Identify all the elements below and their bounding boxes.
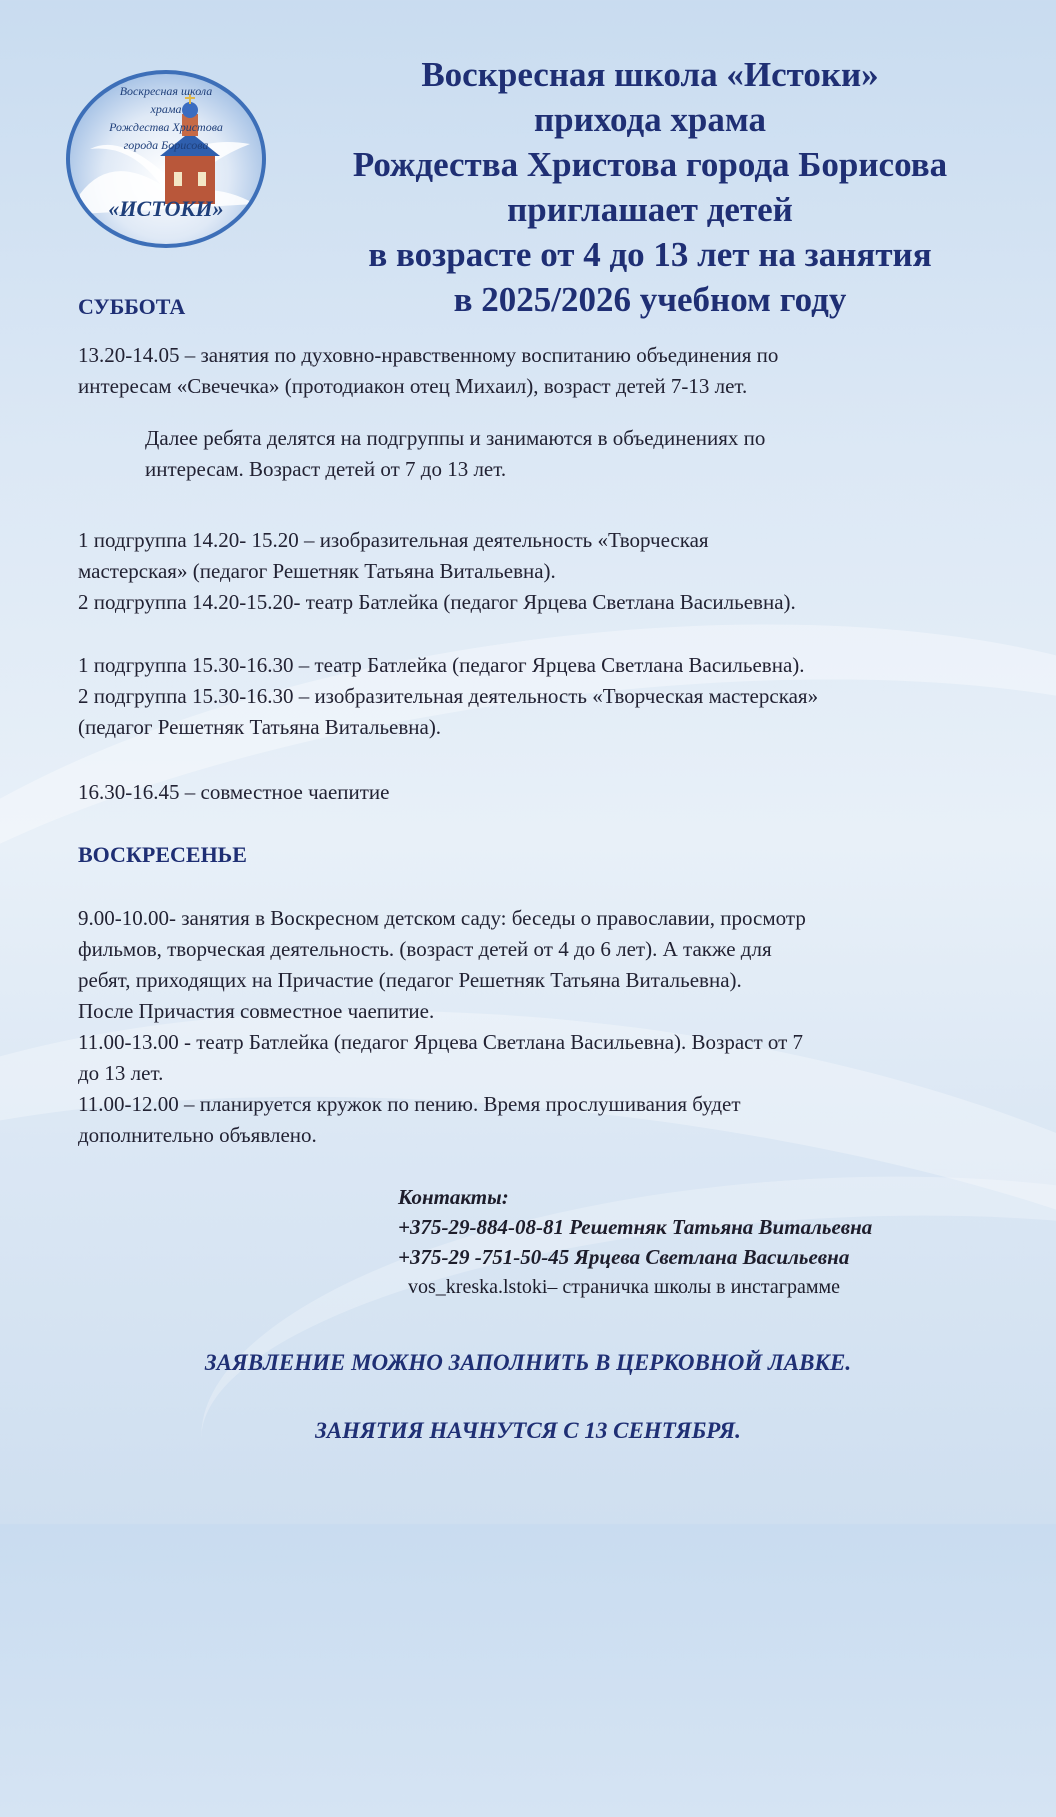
text-line: ребят, приходящих на Причастие (педагог Решетняк Татьяна Витальевна). (78, 968, 742, 992)
text-line: 1 подгруппа 14.20- 15.20 – изобразительная деятельность «Творческая (78, 528, 709, 552)
logo-text-line: Воскресная школа (119, 84, 213, 98)
logo-school-name: «ИСТОКИ» (108, 196, 224, 221)
sunday-schedule (78, 903, 1038, 1151)
contact-phone[interactable]: +375-29 -751-50-45 Ярцева Светлана Васильевна (398, 1245, 850, 1269)
text-line: интересам «Свечечка» (протодиакон отец Михаил), возраст детей 7-13 лет. (78, 374, 748, 398)
text-line: 13.20-14.05 – занятия по духовно-нравственному воспитанию объединения по (78, 343, 779, 367)
application-notice: ЗАЯВЛЕНИЕ МОЖНО ЗАПОЛНИТЬ В ЦЕРКОВНОЙ ЛАВКЕ. (204, 1350, 852, 1375)
start-date-notice: ЗАНЯТИЯ НАЧНУТСЯ С 13 СЕНТЯБРЯ. (315, 1418, 741, 1443)
text-line: 2 подгруппа 15.30-16.30 – изобразительная деятельность «Творческая мастерская» (78, 684, 819, 708)
school-logo (66, 70, 266, 248)
contacts-block (398, 1182, 872, 1302)
saturday-block-1 (78, 525, 1038, 618)
text-line: 9.00-10.00- занятия в Воскресном детском саду: беседы о православии, просмотр (78, 906, 806, 930)
text-line: Далее ребята делятся на подгруппы и занимаются в объединениях по (145, 426, 766, 450)
title-line: приглашает детей (507, 190, 793, 229)
logo-text-line: храма (150, 102, 182, 116)
text-line: 16.30-16.45 – совместное чаепитие (78, 780, 390, 804)
text-line: 1 подгруппа 15.30-16.30 – театр Батлейка (педагог Ярцева Светлана Васильевна). (78, 653, 805, 677)
text-line: до 13 лет. (78, 1061, 164, 1085)
text-line: 2 подгруппа 14.20-15.20- театр Батлейка (педагог Ярцева Светлана Васильевна). (78, 590, 796, 614)
contacts-label: Контакты: (398, 1185, 509, 1209)
saturday-note (145, 423, 1056, 485)
text-line: 11.00-12.00 – планируется кружок по пению. Время прослушивания будет (78, 1092, 741, 1116)
instagram-link[interactable]: vos_kreska.lstoki– страничка школы в инстаграмме (408, 1276, 841, 1298)
text-line: фильмов, творческая деятельность. (возраст детей от 4 до 6 лет). А также для (78, 937, 772, 961)
title-line: Рождества Христова города Борисова (352, 145, 948, 184)
text-line: 11.00-13.00 - театр Батлейка (педагог Ярцева Светлана Васильевна). Возраст от 7 (78, 1030, 804, 1054)
saturday-tea (78, 777, 1038, 808)
contact-phone[interactable]: +375-29-884-08-81 Решетняк Татьяна Витальевна (398, 1215, 873, 1239)
text-line: интересам. Возраст детей от 7 до 13 лет. (145, 457, 507, 481)
text-line: мастерская» (педагог Решетняк Татьяна Витальевна). (78, 559, 556, 583)
text-line: (педагог Решетняк Татьяна Витальевна). (78, 715, 442, 739)
text-line: После Причастия совместное чаепитие. (78, 999, 435, 1023)
logo-text-line: города Борисова (123, 138, 209, 152)
title-line: Воскресная школа «Истоки» (421, 55, 879, 94)
page-title (280, 52, 1020, 322)
title-line: в возрасте от 4 до 13 лет на занятия (368, 235, 932, 274)
saturday-heading: СУББОТА (78, 294, 186, 319)
logo-text-line: Рождества Христова (109, 120, 223, 134)
title-line: прихода храма (534, 100, 766, 139)
saturday-block-2 (78, 650, 1038, 743)
text-line: дополнительно объявлено. (78, 1123, 317, 1147)
title-line: в 2025/2026 учебном году (453, 280, 847, 319)
saturday-intro (78, 340, 1038, 402)
sunday-heading: ВОСКРЕСЕНЬЕ (78, 842, 247, 867)
